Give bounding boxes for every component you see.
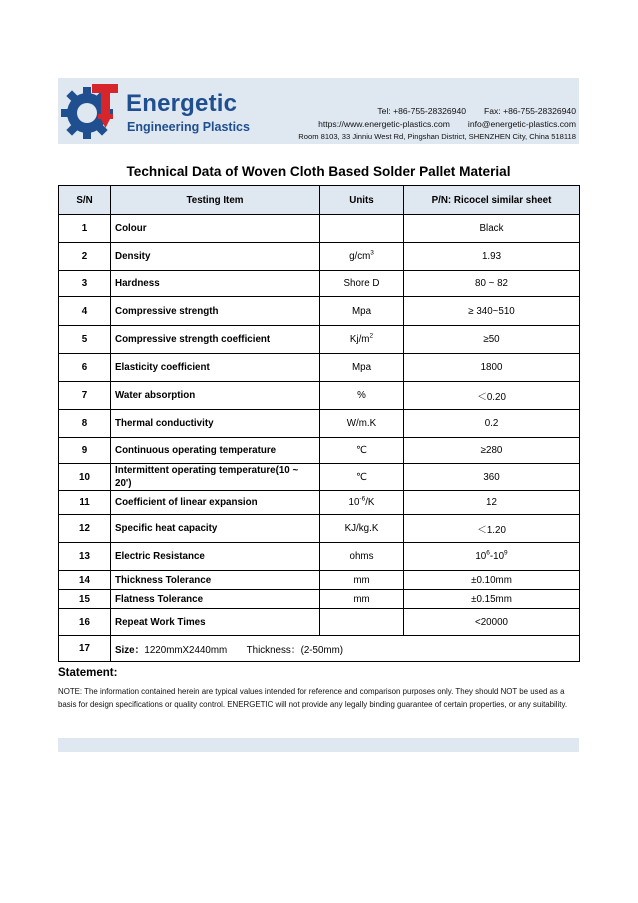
cell-item: Specific heat capacity <box>111 515 320 543</box>
cell-unit <box>320 609 404 636</box>
cell-sn: 16 <box>59 609 111 636</box>
cell-item: Electric Resistance <box>111 543 320 571</box>
cell-unit: W/m.K <box>320 410 404 438</box>
cell-unit <box>320 491 404 515</box>
cell-sn: 10 <box>59 464 111 491</box>
unit-base: Kj/m <box>349 334 370 345</box>
cell-sn: 3 <box>59 271 111 297</box>
contact-web-line <box>318 119 576 129</box>
header-value: P/N: Ricocel similar sheet <box>404 186 580 215</box>
table-row <box>59 571 580 590</box>
cell-item: Coefficient of linear expansion <box>111 491 320 515</box>
cell-sn: 1 <box>59 215 111 243</box>
cell-sn: 17 <box>59 636 111 662</box>
table-row <box>59 491 580 515</box>
cell-sn: 8 <box>59 410 111 438</box>
unit-prefix: 10 <box>348 497 360 508</box>
table-row <box>59 215 580 243</box>
table-row <box>59 543 580 571</box>
cell-sn: 15 <box>59 590 111 609</box>
statement-title: Statement: <box>58 667 118 679</box>
unit-superscript: 2 <box>369 332 374 340</box>
table-row <box>59 297 580 326</box>
cell-unit: mm <box>320 590 404 609</box>
cell-unit: ohms <box>320 543 404 571</box>
cell-item: Compressive strength <box>111 297 320 326</box>
brand-subtitle: Engineering Plastics <box>127 120 250 134</box>
cell-value: 80 ~ 82 <box>404 271 580 297</box>
cell-value: <20000 <box>404 609 580 636</box>
cell-value: ≥280 <box>404 438 580 464</box>
cell-sn: 13 <box>59 543 111 571</box>
size-label: Size： <box>115 644 145 656</box>
unit-base: /K <box>365 497 375 508</box>
statement-note: NOTE: The information contained herein are typical values intended for reference and comparison purposes only. They should NOT be used as a basis for design specifications or quality control. ENERGETIC will not provide any legally binding guarantee of certain properties, or any suitability. <box>58 687 568 709</box>
cell-item: Intermittent operating temperature(10 ~ 20') <box>111 464 320 491</box>
cell-sn: 5 <box>59 326 111 354</box>
cell-value: ±0.15mm <box>404 590 580 609</box>
unit-superscript: 3 <box>370 249 374 257</box>
cell-unit: KJ/kg.K <box>320 515 404 543</box>
cell-unit: mm <box>320 571 404 590</box>
cell-unit <box>320 326 404 354</box>
size-value: 1220mmX2440mm <box>144 644 228 656</box>
cell-item: Colour <box>111 215 320 243</box>
cell-unit: ℃ <box>320 438 404 464</box>
cell-value <box>404 543 580 571</box>
table-row <box>59 636 580 662</box>
cell-value: 1800 <box>404 354 580 382</box>
cell-value: ≥50 <box>404 326 580 354</box>
gear-logo-icon <box>60 80 122 142</box>
cell-value: ＜0.20 <box>404 382 580 410</box>
cell-item: Repeat Work Times <box>111 609 320 636</box>
cell-sn: 2 <box>59 243 111 271</box>
cell-item: Hardness <box>111 271 320 297</box>
table-row <box>59 464 580 491</box>
value-base-b: -10 <box>489 551 505 562</box>
cell-sn: 9 <box>59 438 111 464</box>
fax-text: Fax: +86-755-28326940 <box>484 106 576 116</box>
cell-size-thickness <box>111 636 580 662</box>
cell-sn: 7 <box>59 382 111 410</box>
cell-value: ＜1.20 <box>404 515 580 543</box>
cell-unit <box>320 243 404 271</box>
table-row <box>59 243 580 271</box>
table-row <box>59 410 580 438</box>
footer-band <box>58 738 579 752</box>
website-link[interactable]: https://www.energetic-plastics.com <box>318 119 450 129</box>
table-row <box>59 354 580 382</box>
cell-item: Flatness Tolerance <box>111 590 320 609</box>
cell-value: 12 <box>404 491 580 515</box>
value-base-a: 10 <box>475 551 487 562</box>
cell-sn: 6 <box>59 354 111 382</box>
table-header-row <box>59 186 580 215</box>
contact-phone-line <box>377 106 576 116</box>
cell-value: ≥ 340~510 <box>404 297 580 326</box>
cell-unit <box>320 215 404 243</box>
company-logo <box>60 80 260 142</box>
cell-sn: 4 <box>59 297 111 326</box>
table-row <box>59 515 580 543</box>
cell-unit: Shore D <box>320 271 404 297</box>
cell-item: Compressive strength coefficient <box>111 326 320 354</box>
table-row <box>59 326 580 354</box>
value-superscript-b: 9 <box>504 549 508 557</box>
thickness-label: Thickness： <box>246 644 301 656</box>
cell-sn: 14 <box>59 571 111 590</box>
email-link[interactable]: info@energetic-plastics.com <box>467 119 576 129</box>
cell-sn: 11 <box>59 491 111 515</box>
cell-item: Thermal conductivity <box>111 410 320 438</box>
unit-superscript: -6 <box>359 495 366 503</box>
cell-sn: 12 <box>59 515 111 543</box>
header-units: Units <box>320 186 404 215</box>
value-superscript-a: 6 <box>486 549 490 557</box>
cell-value: 360 <box>404 464 580 491</box>
address-text: Room 8103, 33 Jinniu West Rd, Pingshan District, SHENZHEN City, China 518118 <box>298 132 576 141</box>
table-row <box>59 382 580 410</box>
cell-value: ±0.10mm <box>404 571 580 590</box>
table-row <box>59 438 580 464</box>
cell-item: Thickness Tolerance <box>111 571 320 590</box>
unit-base: g/cm <box>349 251 371 262</box>
table-row <box>59 609 580 636</box>
tel-text: Tel: +86-755-28326940 <box>377 106 467 116</box>
cell-unit: ℃ <box>320 464 404 491</box>
cell-item: Density <box>111 243 320 271</box>
table-row <box>59 590 580 609</box>
cell-unit: Mpa <box>320 297 404 326</box>
table-row <box>59 271 580 297</box>
cell-value: 1.93 <box>404 243 580 271</box>
thickness-value: (2-50mm) <box>300 644 344 656</box>
document-title: Technical Data of Woven Cloth Based Solder Pallet Material <box>126 164 511 179</box>
cell-value: Black <box>404 215 580 243</box>
cell-unit: Mpa <box>320 354 404 382</box>
header-testing-item: Testing Item <box>111 186 320 215</box>
cell-item: Continuous operating temperature <box>111 438 320 464</box>
brand-name: Energetic <box>126 90 238 117</box>
technical-data-table <box>58 185 580 662</box>
cell-item: Elasticity coefficient <box>111 354 320 382</box>
header-sn: S/N <box>59 186 111 215</box>
cell-value: 0.2 <box>404 410 580 438</box>
cell-unit: % <box>320 382 404 410</box>
cell-item: Water absorption <box>111 382 320 410</box>
